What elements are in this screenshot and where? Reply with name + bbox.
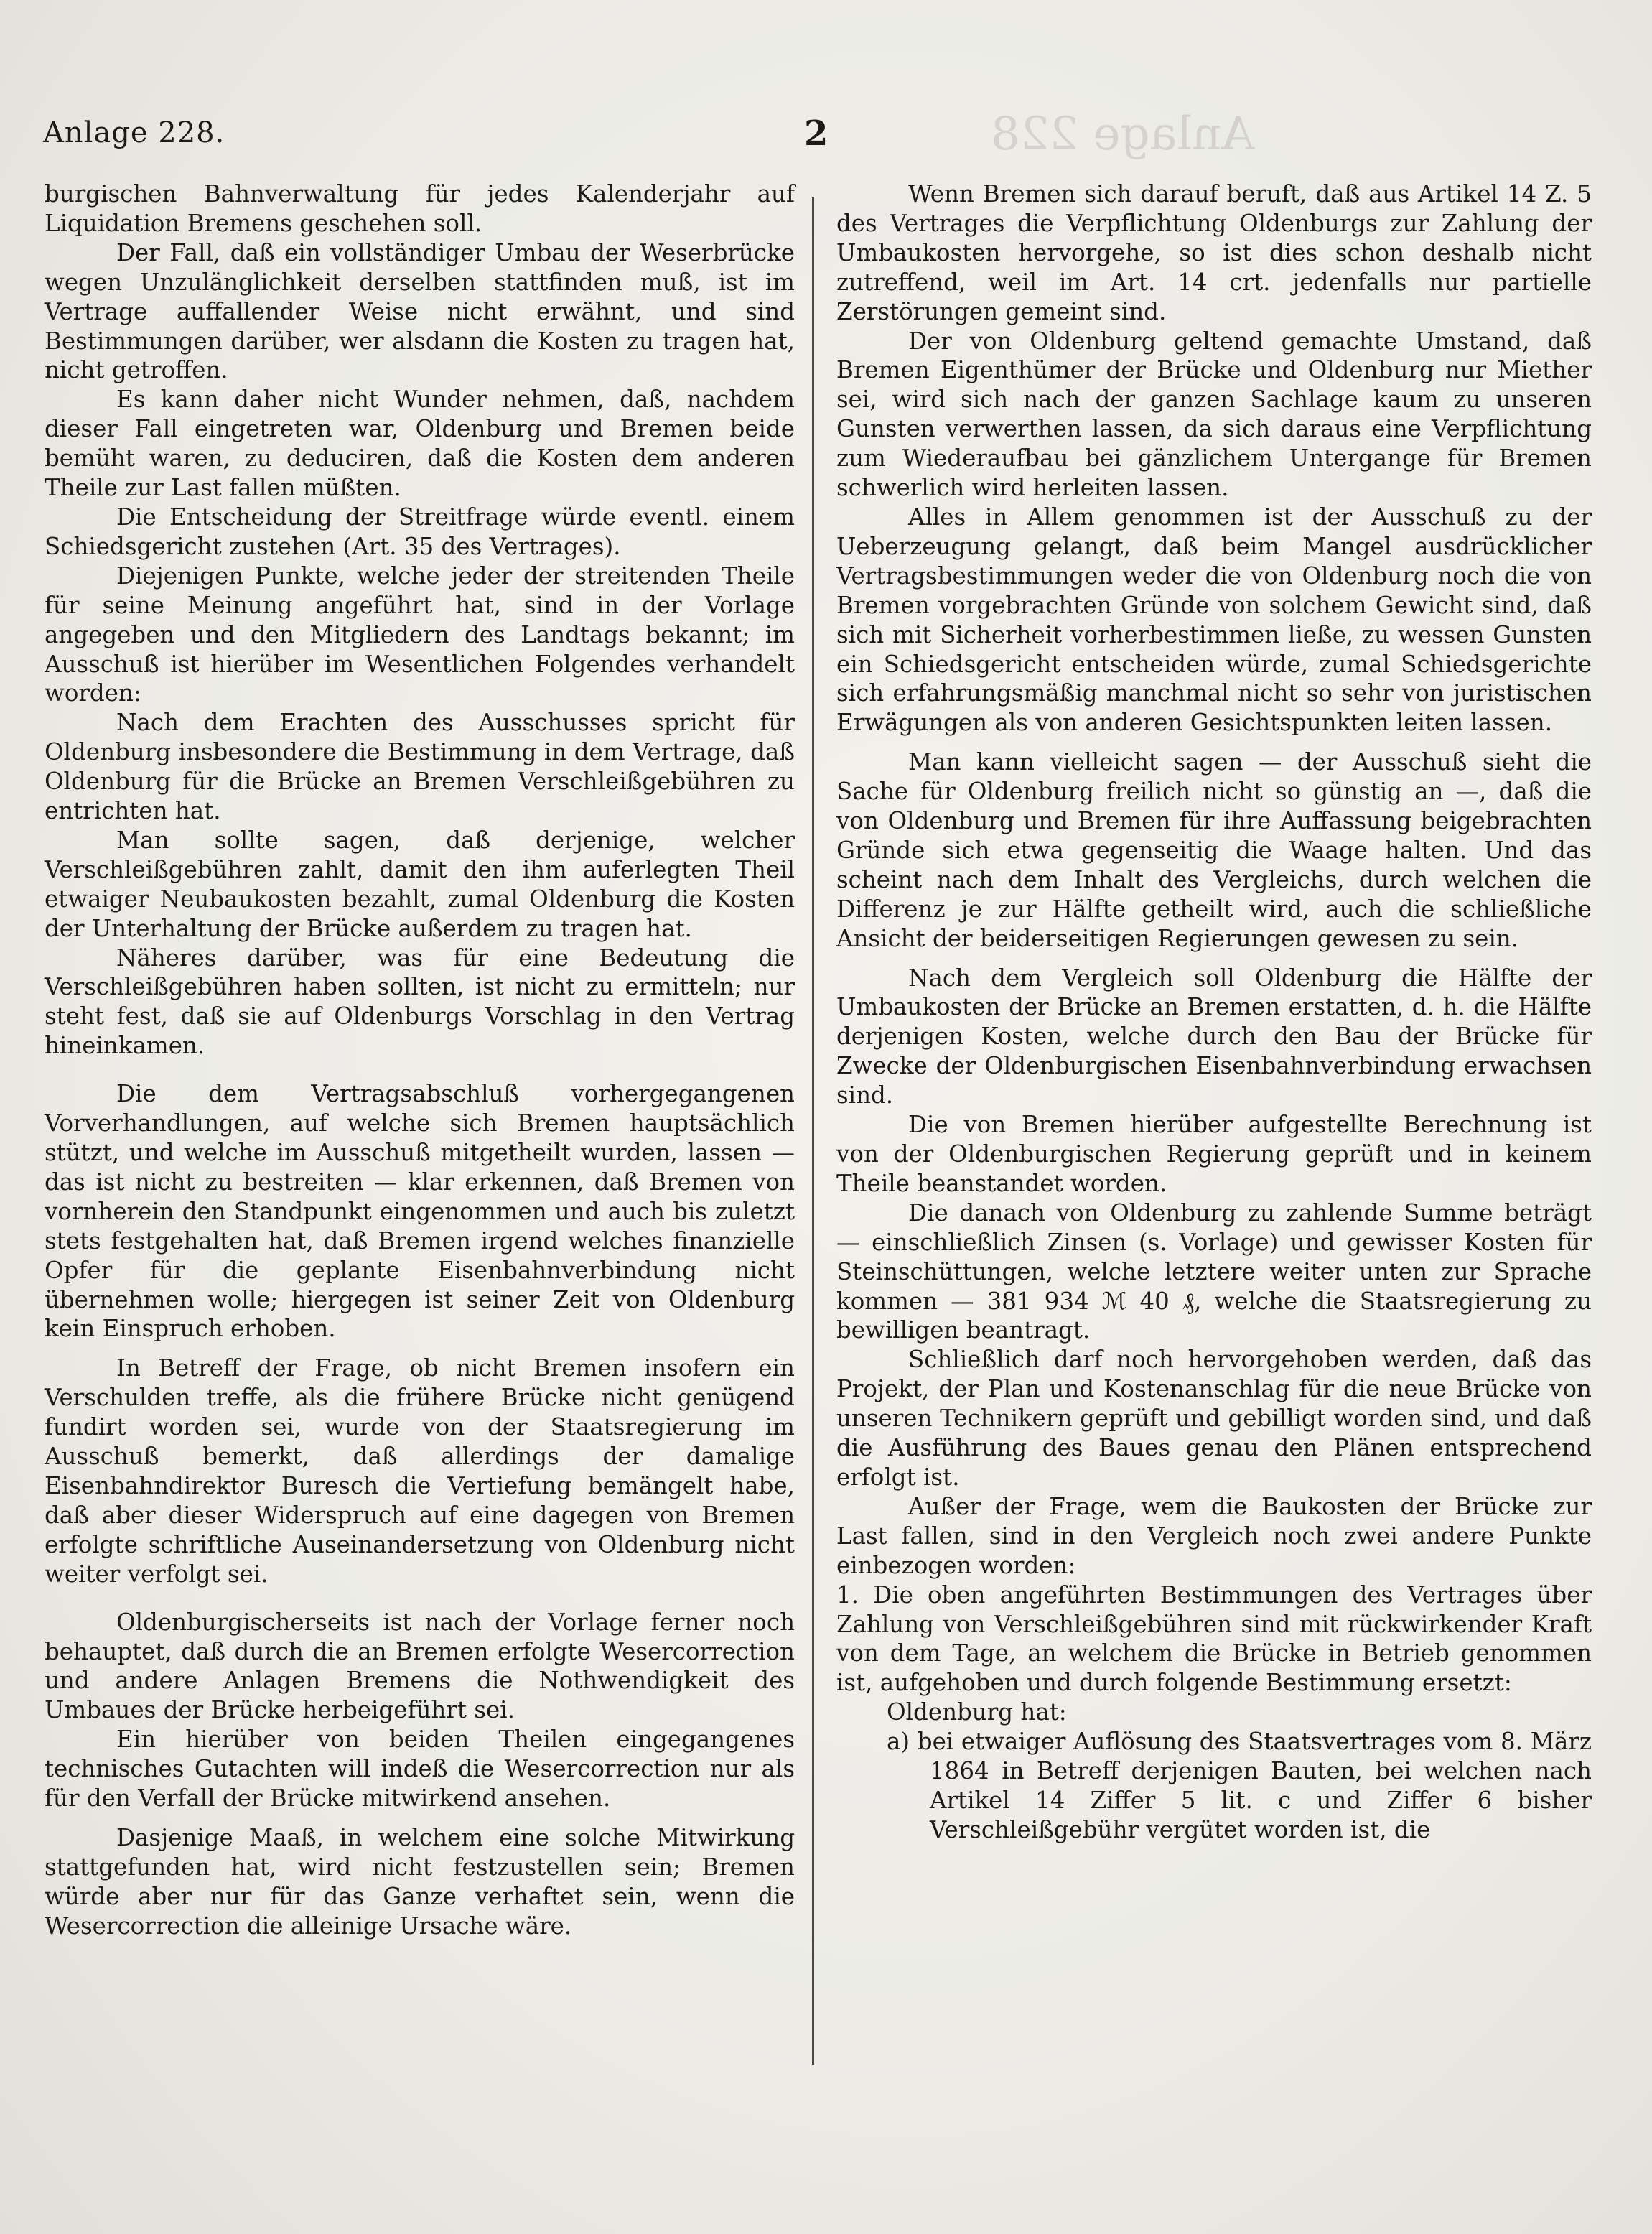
paragraph: Außer der Frage, wem die Baukosten der Brücke zur Last fallen, sind in den Vergleich noch zwei andere Punkte einbezogen worden: [836,1492,1592,1579]
paragraph: Oldenburgischerseits ist nach der Vorlage ferner noch behauptet, daß durch die an Bremen erfolgte Wesercorrection und andere Anlagen Bremens die Nothwendigkeit des Umbaues der Brücke herbeigeführt sei. [45,1608,795,1724]
paragraph: Dasjenige Maaß, in welchem eine solche Mitwirkung stattgefunden hat, wird nicht festzustellen sein; Bremen würde aber nur für das Ganze verhaftet sein, wenn die Wesercorrection die alleinige Ursache wäre. [45,1823,795,1940]
paragraph: Die danach von Oldenburg zu zahlende Summe beträgt — einschließlich Zinsen (s. Vorlage) und gewisser Kosten für Steinschüttungen, welche letztere weiter unten zur Sprache kommen — 381 934 ℳ 40 ₰, welche die Staatsregierung zu bewilligen beantragt. [836,1199,1592,1344]
annex-label: Anlage 228. [43,116,225,149]
paragraph: 1. Die oben angeführten Bestimmungen des Vertrages über Zahlung von Verschleißgebühren sind mit rückwirkender Kraft von dem Tage, an welchem die Brücke in Betrieb genommen ist, aufgehoben und durch folgende Bestimmung ersetzt: [836,1581,1592,1697]
paragraph: Alles in Allem genommen ist der Ausschuß zu der Ueberzeugung gelangt, daß beim Mangel ausdrücklicher Vertragsbestimmungen weder die von Oldenburg noch die von Bremen vorgebrachten Gründe von solchem Gewicht sind, daß sich mit Sicherheit vorherbestimmen ließe, zu wessen Gunsten ein Schiedsgericht entscheiden würde, zumal Schiedsgerichte sich erfahrungsmäßig manchmal nicht so sehr von juristischen Erwägungen als von anderen Gesichtspunkten leiten lassen. [836,503,1592,737]
paragraph: Schließlich darf noch hervorgehoben werden, daß das Projekt, der Plan und Kostenanschlag für die neue Brücke von unseren Technikern geprüft und gebilligt worden sind, und daß die Ausführung des Baues genau den Plänen entsprechend erfolgt ist. [836,1346,1592,1491]
paragraph: Der Fall, daß ein vollständiger Umbau der Weserbrücke wegen Unzulänglichkeit derselben stattfinden muß, ist im Vertrage auffallender Weise nicht erwähnt, und sind Bestimmungen darüber, wer alsdann die Kosten zu tragen hat, nicht getroffen. [45,238,795,384]
page-number: 2 [804,113,829,154]
paragraph: Wenn Bremen sich darauf beruft, daß aus Artikel 14 Z. 5 des Vertrages die Verpflichtung Oldenburgs zur Zahlung der Umbaukosten hervorgehe, so ist dies schon deshalb nicht zutreffend, weil im Art. 14 crt. jedenfalls nur partielle Zerstörungen gemeint sind. [836,180,1592,325]
paragraph: Man sollte sagen, daß derjenige, welcher Verschleißgebühren zahlt, damit den ihm auferlegten Theil etwaiger Neubaukosten bezahlt, zumal Oldenburg die Kosten der Unterhaltung der Brücke außerdem zu tragen hat. [45,826,795,942]
paragraph: Nach dem Erachten des Ausschusses spricht für Oldenburg insbesondere die Bestimmung in dem Vertrage, daß Oldenburg für die Brücke an Bremen Verschleißgebühren zu entrichten hat. [45,709,795,825]
column-divider [812,197,814,2065]
paragraph: a) bei etwaiger Auflösung des Staatsvertrages vom 8. März 1864 in Betreff derjenigen Bauten, bei welchen nach Artikel 14 Ziffer 5 lit. c und Ziffer 6 bisher Verschleißgebühr vergütet worden ist, die [887,1728,1592,1843]
paragraph: Es kann daher nicht Wunder nehmen, daß, nachdem dieser Fall eingetreten war, Oldenburg und Bremen beide bemüht waren, zu deduciren, daß die Kosten dem anderen Theile zur Last fallen müßten. [45,386,795,502]
page-header [43,108,1609,165]
left-column [45,180,795,1941]
paragraph: Die Entscheidung der Streitfrage würde eventl. einem Schiedsgericht zustehen (Art. 35 des Vertrages). [45,503,795,560]
paragraph: Die von Bremen hierüber aufgestellte Berechnung ist von der Oldenburgischen Regierung geprüft und in keinem Theile beanstandet worden. [836,1111,1592,1197]
paragraph: burgischen Bahnverwaltung für jedes Kalenderjahr auf Liquidation Bremens geschehen soll. [45,180,795,237]
paragraph: Nach dem Vergleich soll Oldenburg die Hälfte der Umbaukosten der Brücke an Bremen erstatten, d. h. die Hälfte derjenigen Kosten, welche durch den Bau der Brücke für Zwecke der Oldenburgischen Eisenbahnverbindung erwachsen sind. [836,964,1592,1109]
paragraph: Diejenigen Punkte, welche jeder der streitenden Theile für seine Meinung angeführt hat, sind in der Vorlage angegeben und den Mitgliedern des Landtags bekannt; im Ausschuß ist hierüber im Wesentlichen Folgendes verhandelt worden: [45,562,795,707]
right-column [836,180,1592,1845]
paragraph: Der von Oldenburg geltend gemachte Umstand, daß Bremen Eigenthümer der Brücke und Oldenburg nur Miether sei, wird sich nach der ganzen Sachlage kaum zu unseren Gunsten verwerthen lassen, da sich daraus eine Verpflichtung zum Wiederaufbau bei gänzlichem Untergange für Bremen schwerlich wird herleiten lassen. [836,327,1592,502]
paragraph: Ein hierüber von beiden Theilen eingegangenes technisches Gutachten will indeß die Wesercorrection nur als für den Verfall der Brücke mitwirkend ansehen. [45,1726,795,1812]
paragraph: In Betreff der Frage, ob nicht Bremen insofern ein Verschulden treffe, als die frühere Brücke nicht genügend fundirt worden sei, wurde von der Staatsregierung im Ausschuß bemerkt, daß allerdings der damalige Eisenbahndirektor Buresch die Vertiefung bemängelt habe, daß aber dieser Widerspruch auf eine dagegen von Bremen erfolgte schriftliche Auseinandersetzung von Oldenburg nicht weiter verfolgt sei. [45,1354,795,1588]
paragraph: Die dem Vertragsabschluß vorhergegangenen Vorverhandlungen, auf welche sich Bremen hauptsächlich stützt, und welche im Ausschuß mitgetheilt wurden, lassen — das ist nicht zu bestreiten — klar erkennen, daß Bremen von vornherein den Standpunkt eingenommen und auch bis zuletzt stets festgehalten hat, daß Bremen irgend welches finanzielle Opfer für die geplante Eisenbahnverbindung nicht übernehmen wolle; hiergegen ist seiner Zeit von Oldenburg kein Einspruch erhoben. [45,1080,795,1343]
paragraph: Näheres darüber, was für eine Bedeutung die Verschleißgebühren haben sollten, ist nicht zu ermitteln; nur steht fest, daß sie auf Oldenburgs Vorschlag in den Vertrag hineinkamen. [45,944,795,1060]
paragraph: Man kann vielleicht sagen — der Ausschuß sieht die Sache für Oldenburg freilich nicht so günstig an —, daß die von Oldenburg und Bremen für ihre Auffassung beigebrachten Gründe sich etwa gegenseitig die Waage halten. Und das scheint nach dem Inhalt des Vergleichs, durch welchen die Differenz je zur Hälfte getheilt wird, auch die schließliche Ansicht der beiderseitigen Regierungen gewesen zu sein. [836,748,1592,952]
bleed-through-ghost: Anlage 228 [991,108,1255,161]
paragraph: Oldenburg hat: [887,1698,1067,1726]
